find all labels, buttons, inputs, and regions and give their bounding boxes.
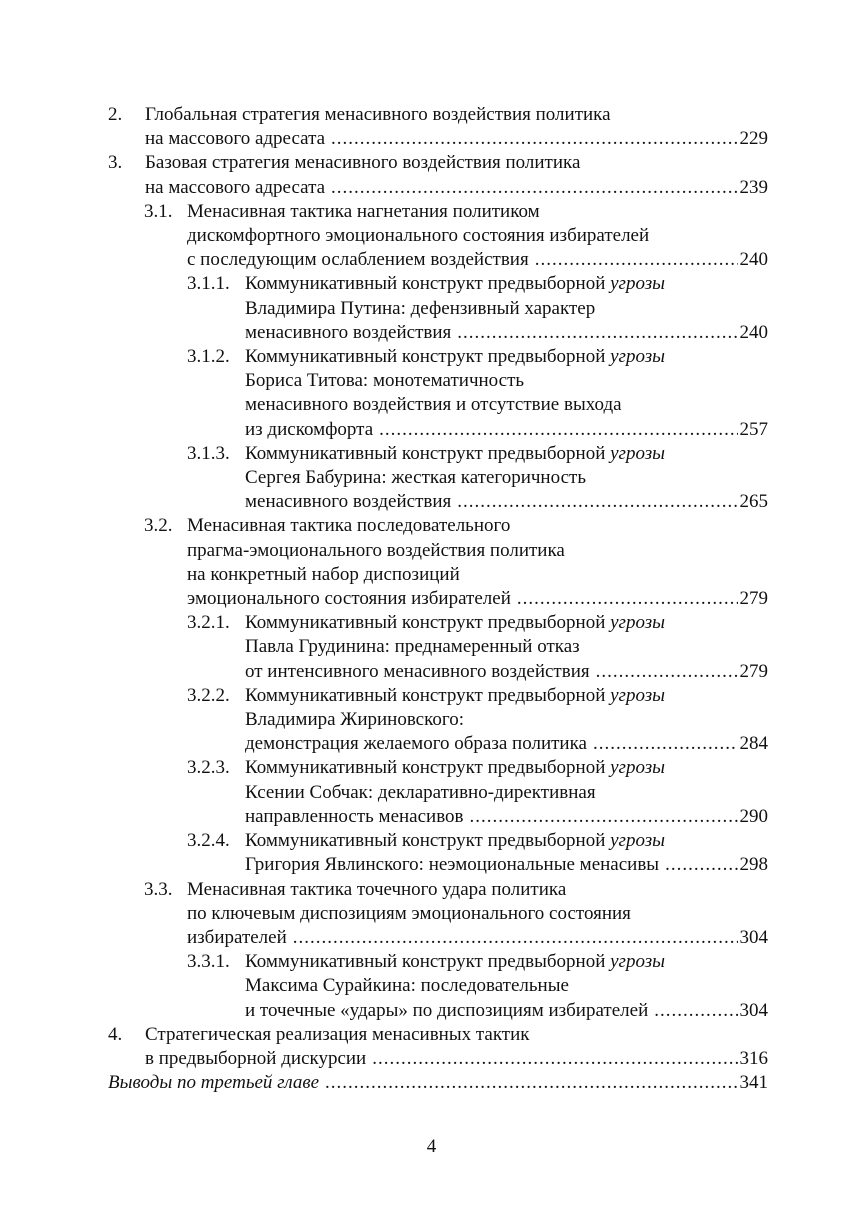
toc-entry-line: Владимира Путина: дефензивный характер [245,297,596,319]
toc-page-number: 341 [739,1072,768,1094]
toc-entry-line: Коммуникативный конструкт предвыборной [245,757,606,779]
page-number: 4 [426,1136,437,1157]
dot-leader [593,732,738,756]
dot-leader [457,490,737,514]
dot-leader [654,999,737,1023]
toc-entry-line: из дискомфорта [245,418,374,440]
toc-entry-number: 3.1.3. [187,442,230,464]
toc-entry-number: 3.2.2. [187,684,230,706]
toc-italic-word: угрозы [610,273,666,295]
toc-entry-line: Коммуникативный конструкт предвыборной [245,830,606,852]
toc-entry-line: избирателей [187,926,287,948]
dot-leader [372,1047,737,1071]
toc-entry-line: Базовая стратегия менасивного воздействия политика [145,152,581,174]
toc-entry-line: с последующим ослаблением воздействия [187,249,529,271]
toc-conclusion-title: Выводы по третьей главе [108,1072,320,1094]
toc-entry-line: на конкретный набор диспозиций [187,563,460,585]
toc-entry-line: по ключевым диспозициям эмоционального состояния [187,902,631,924]
toc-entry [108,151,768,199]
toc-italic-word: угрозы [610,951,666,973]
toc-entry-line: Коммуникативный конструкт предвыборной [245,951,606,973]
toc-entry [108,684,768,757]
toc-entry-line: Коммуникативный конструкт предвыборной [245,684,606,706]
toc-entry-line: эмоционального состояния избирателей [187,588,511,610]
toc-entry [108,950,768,1023]
dot-leader [517,587,738,611]
dot-leader [457,321,737,345]
toc-page-number: 290 [739,805,768,827]
toc-entry-line: прагма-эмоционального воздействия политика [187,539,565,561]
toc-italic-word: угрозы [610,612,666,634]
dot-leader [596,660,738,684]
toc-italic-word: угрозы [610,346,666,368]
toc-entry-number: 3. [108,152,123,174]
toc-entry-line: демонстрация желаемого образа политика [245,733,587,755]
toc-page-number: 298 [739,854,768,876]
toc-entry-line: Бориса Титова: монотематичность [245,370,525,392]
toc-entry-line: менасивного воздействия [245,491,452,513]
toc-entry-line: Коммуникативный конструкт предвыборной [245,442,606,464]
toc-entry-line: Ксении Собчак: декларативно-директивная [245,781,596,803]
toc-page-number: 316 [739,1047,768,1069]
toc-entry-number: 3.1.1. [187,273,230,295]
toc-italic-word: угрозы [610,757,666,779]
toc-entry-number: 3.3.1. [187,951,230,973]
dot-leader [665,853,737,877]
toc-entry-line: Павла Грудинина: преднамеренный отказ [245,636,580,658]
toc-entry-line: на массового адресата [145,176,326,198]
toc-entry-line: менасивного воздействия [245,321,452,343]
dot-leader [535,248,738,272]
toc-page-number: 240 [739,321,768,343]
toc-entry-line: Менасивная тактика нагнетания политиком [187,200,540,222]
toc-entry-line: Стратегическая реализация менасивных тактик [145,1023,530,1045]
dot-leader [325,1071,737,1095]
toc-page-number: 240 [739,249,768,271]
toc-entry-number: 3.2.3. [187,757,230,779]
toc-conclusion-entry [108,1071,768,1095]
toc-entry-line: на массового адресата [145,128,326,150]
toc-entry-line: от интенсивного менасивного воздействия [245,660,590,682]
toc-italic-word: угрозы [610,442,666,464]
toc-entry [108,1023,768,1071]
toc-page-number: 304 [739,926,768,948]
toc-italic-word: угрозы [610,684,666,706]
toc-entry [108,611,768,684]
toc-entry-line: в предвыборной дискурсии [145,1047,367,1069]
toc-entry-line: Максима Сурайкина: последовательные [245,975,569,997]
toc-entry-line: Григория Явлинского: неэмоциональные менасивы [245,854,660,876]
toc-page-number: 279 [739,588,768,610]
toc-entry-number: 3.1.2. [187,346,230,368]
toc-entry [108,272,768,345]
toc-entry-line: дискомфортного эмоционального состояния избирателей [187,225,650,247]
toc-entry-line: Сергея Бабурина: жесткая категоричность [245,467,586,489]
toc-page-number: 265 [739,491,768,513]
toc-entry-number: 3.2. [144,515,173,537]
toc-entry-line: Менасивная тактика точечного удара политика [187,878,567,900]
toc-entry [108,442,768,515]
toc-page-number: 304 [739,999,768,1021]
toc-entry [108,345,768,442]
toc-page-number: 284 [739,733,768,755]
toc-entry [108,103,768,151]
toc-entry-number: 3.1. [144,200,173,222]
dot-leader [331,176,737,200]
toc-entry-line: Глобальная стратегия менасивного воздействия политика [145,104,611,125]
toc-italic-word: угрозы [610,830,666,852]
toc-entry-line: направленность менасивов [245,805,464,827]
toc-entry-number: 3.2.1. [187,612,230,634]
toc-entry-line: Владимира Жириновского: [245,709,464,731]
toc-entry [108,514,768,611]
toc-entry-line: и точечные «удары» по диспозициям избирателей [245,999,649,1021]
toc-entry [108,756,768,829]
toc-entry [108,829,768,877]
dot-leader [470,805,738,829]
toc-page-number: 229 [739,128,768,150]
dot-leader [293,926,738,950]
toc-page-number: 279 [739,660,768,682]
table-of-contents [108,103,768,1095]
toc-entry-line: Коммуникативный конструкт предвыборной [245,612,606,634]
toc-entry [108,200,768,273]
dot-leader [331,127,737,151]
dot-leader [379,418,737,442]
toc-entry-line: менасивного воздействия и отсутствие выхода [245,394,622,416]
toc-entry-number: 2. [108,104,123,125]
toc-page-number: 239 [739,176,768,198]
toc-entry-line: Менасивная тактика последовательного [187,515,511,537]
toc-entry-number: 4. [108,1023,123,1045]
toc-entry-number: 3.3. [144,878,173,900]
toc-entry-number: 3.2.4. [187,830,230,852]
toc-entry-line: Коммуникативный конструкт предвыборной [245,273,606,295]
toc-entry-line: Коммуникативный конструкт предвыборной [245,346,606,368]
toc-entry [108,878,768,951]
toc-page-number: 257 [739,418,768,440]
